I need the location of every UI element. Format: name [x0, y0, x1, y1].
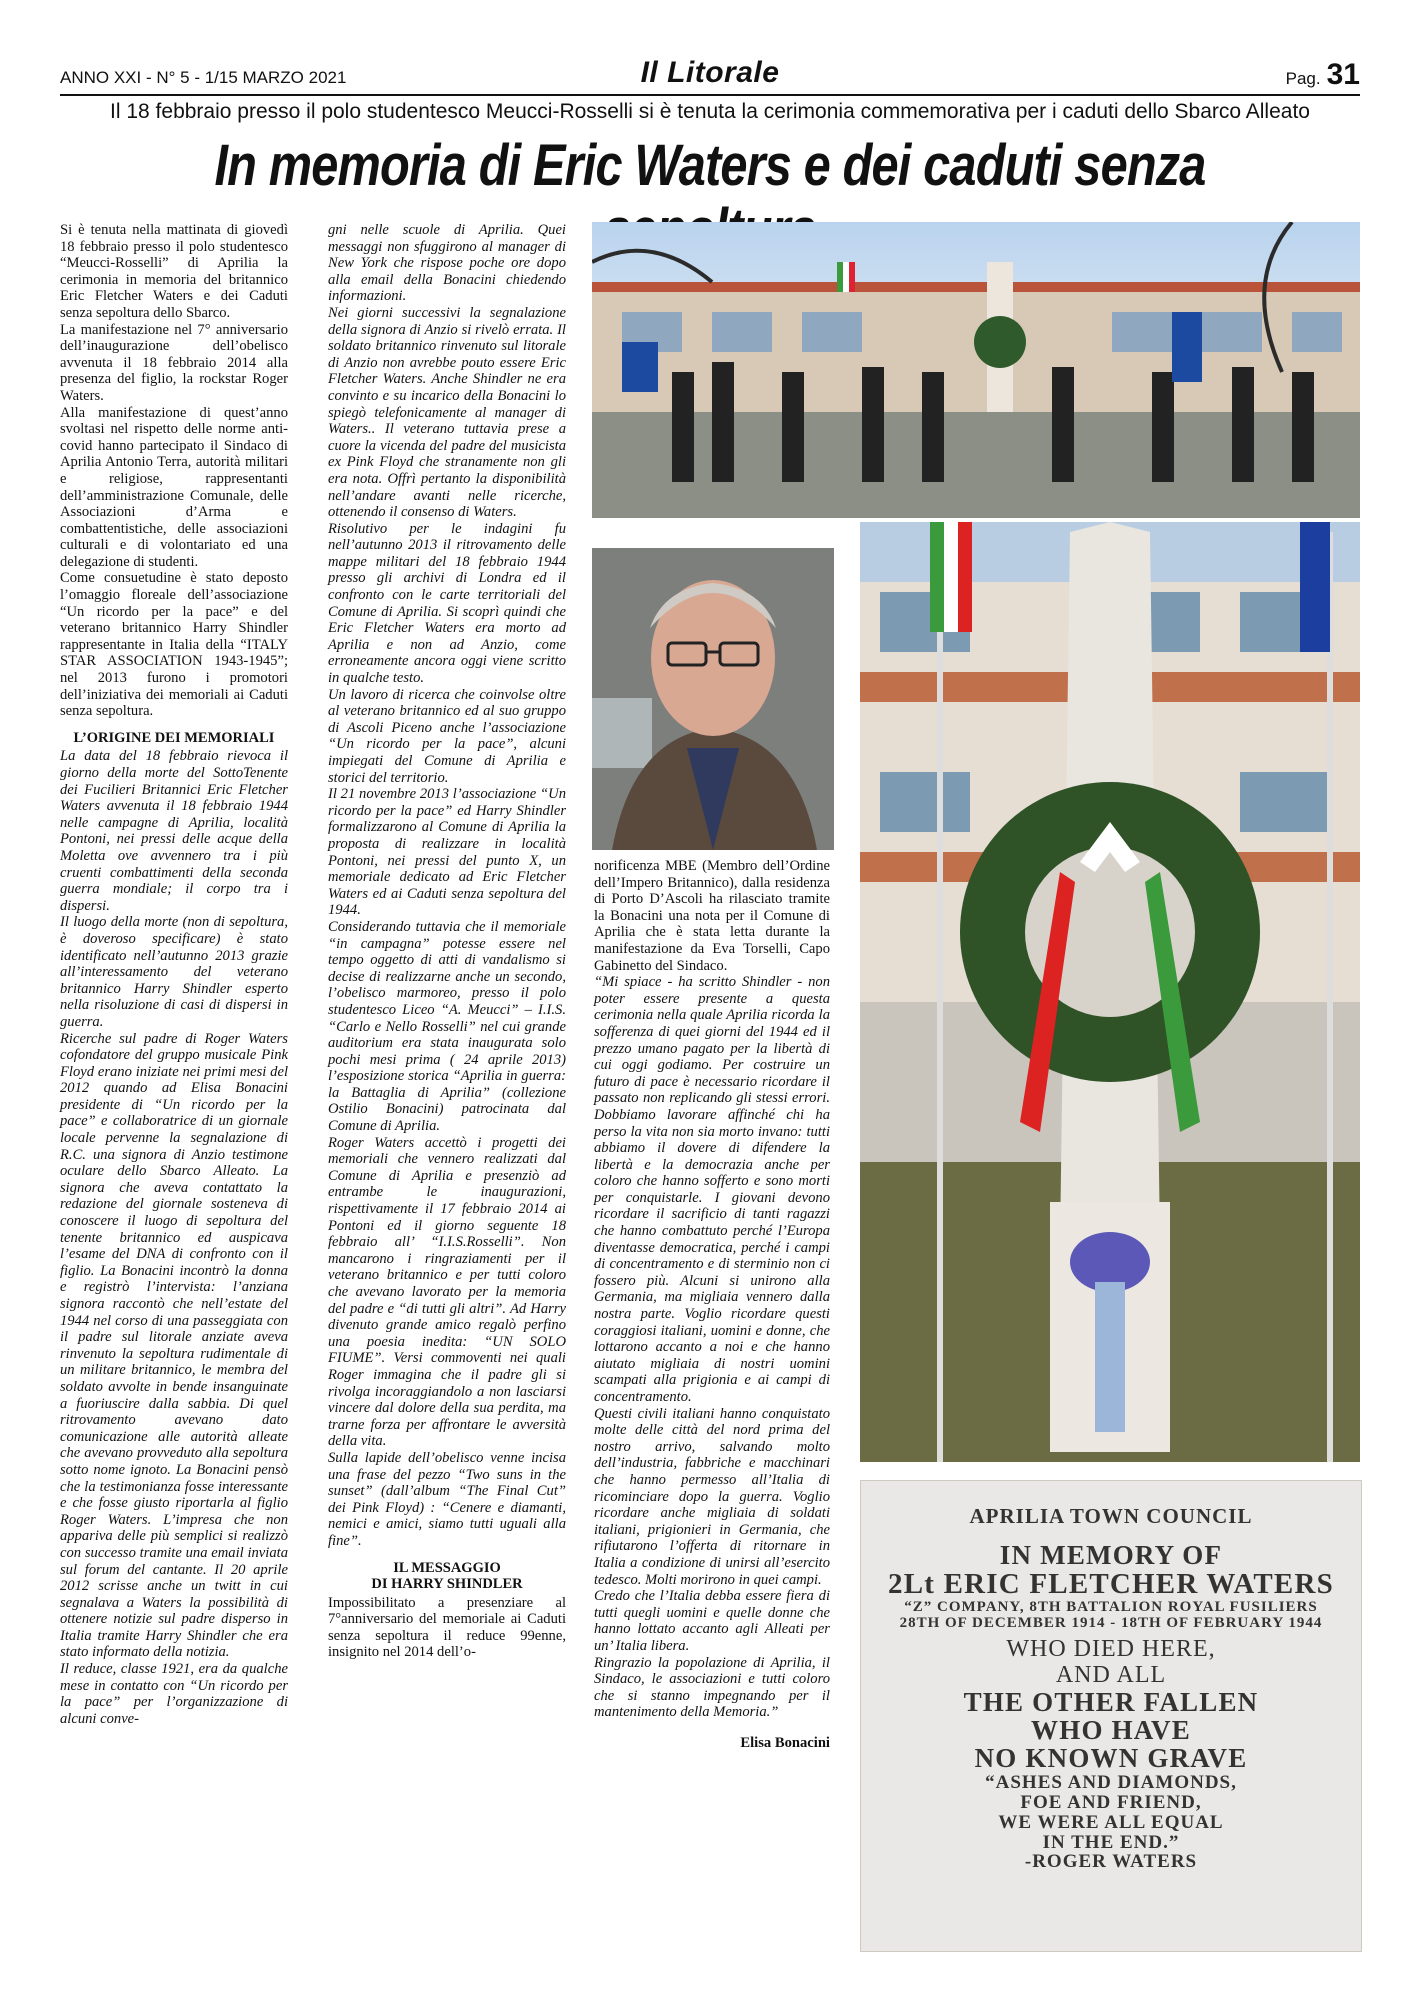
header-rule [60, 94, 1360, 96]
paragraph: norificenza MBE (Membro dell’Ordine dell’Impero Britannico), dalla residenza di Porto D’Ascoli ha rilasciato tramite la Bonacini una nota per il Comune di Aprilia che è stata letta durante la manifestazione da Eva Torselli, Capo Gabinetto del Sindaco. [594, 858, 830, 974]
article-column-1 [60, 222, 288, 1727]
ceremony-photo-image [592, 222, 1360, 518]
paragraph: La manifestazione nel 7° anniversario dell’inaugurazione dell’obelisco avvenuta il 18 febbraio 2014 alla presenza del figlio, la rockstar Roger Waters. [60, 321, 288, 404]
paragraph: Considerando tuttavia che il memoriale “in campagna” potesse essere nel tempo oggetto di atti di vandalismo si decise di realizzarne anche un secondo, l’obelisco marmoreo, presso il polo studentesco Liceo “A. Meucci” – I.I.S. “Carlo e Nello Rosselli” nel cui grande auditorium era stata inaugurata solo pochi mesi prima ( 24 aprile 2013) l’esposizione storica “Aprilia in guerra: la Battaglia di Aprilia” (collezione Ostilio Bonacini) patrocinata dal Comune di Aprilia. [328, 918, 566, 1135]
page-label: Pag. [1285, 69, 1321, 88]
plaque-line: AND ALL [1055, 1661, 1167, 1688]
paragraph: Questi civili italiani hanno conquistato molte delle città del nord prima del nostro arrivo, salvando molto dell’industria, fabbriche e macchinari che hanno permesso all’Italia di ricominciare dopo la guerra. Voglio ricordare anche migliaia di soldati italiani, prigionieri in Germania, che rifiutarono l’offerta di ritornare in Italia a condizione di unirsi all’esercito tedesco. Molti morirono in quei campi. [594, 1405, 830, 1588]
portrait-photo-image [592, 548, 834, 850]
wreath-photo [860, 522, 1360, 1462]
paragraph: Come consuetudine è stato deposto l’omaggio floreale dell’associazione “Un ricordo per la pace” e del veterano britannico Harry Shindler rappresentante in Italia della “ITALY STAR ASSOCIATION 1943-1945”; nel 2013 furono i promotori dell’iniziativa dei memoriali ai Caduti senza sepoltura. [60, 570, 288, 720]
section-heading: L’ORIGINE DEI MEMORIALI [73, 729, 275, 746]
kicker: Il 18 febbraio presso il polo studentesco Meucci-Rosselli si è tenuta la cerimonia commemorativa per i caduti dello Sbarco Alleato [110, 100, 1310, 123]
plaque-line: WHO HAVE [1031, 1715, 1191, 1746]
section-heading: IL MESSAGGIO [393, 1559, 501, 1576]
memorial-plaque-photo [860, 1480, 1362, 1952]
author-signature: Elisa Bonacini [740, 1734, 830, 1751]
issue-info: ANNO XXI - N° 5 - 1/15 MARZO 2021 [60, 68, 347, 87]
article-column-2 [328, 222, 566, 1661]
masthead: Il Litorale [640, 56, 780, 89]
plaque-line: 2Lt ERIC FLETCHER WATERS [888, 1568, 1334, 1601]
paragraph: Ricerche sul padre di Roger Waters cofondatore del gruppo musicale Pink Floyd erano iniziate nei primi mesi del 2012 quando ad Elisa Bonacini presidente di “Un ricordo per la pace” e collaboratrice di un giornale locale pervenne la segnalazione di R.C. una signora di Anzio testimone oculare dello Sbarco Alleato. La signora che aveva contattato la redazione del giornale sosteneva di conoscere il luogo di sepoltura del tenente britannico ed auspicava l’esame del DNA di confronto con il figlio. La Bonacini incontrò la donna e registrò l’intervista: l’anziana signora raccontò che nell’estate del 1944 nel corso di una passeggiata con il padre sul litorale anziate aveva rinvenuto la sepoltura rudimentale di un militare britannico, le membra del soldato avvolte in bende insanguinate a fuoriuscire dalla sabbia. Di quel ritrovamento avevano dato comunicazione alle autorità alleate che avevano provveduto alla sepoltura sotto nome ignoto. La Bonacini pensò che la testimonianza fosse interessante e che fosse giusto riportarla al figlio Roger Waters. L’impresa che non appariva delle più semplici si realizzò con successo tramite una email inviata sul forum del cantante. Il 20 aprile 2012 scrisse anche un twitt in cui segnalava a Waters la possibilità di ottenere notizie sul padre disperso in Italia tramite Harry Shindler che era stato informato della notizia. [60, 1030, 288, 1661]
paragraph: Ringrazio la popolazione di Aprilia, il Sindaco, le associazioni e tutti coloro che si stanno impegnando per il mantenimento della Memoria.” [594, 1654, 830, 1721]
page-title: In memoria di Eric Waters e dei caduti senza [214, 133, 1206, 198]
section-heading: DI HARRY SHINDLER [371, 1576, 523, 1593]
paragraph: “Mi spiace - ha scritto Shindler - non poter essere presente a questa cerimonia nella quale Aprilia ricorda la sofferenza di quei giorni del 1944 ed il prezzo umano pagato per la libertà di cui oggi godiamo. Per costruire un futuro di pace è necessario ricordare il passato non replicando gli stessi errori. Dobbiamo lavorare affinché chi ha perso la vita non sia morto invano: tutti abbiamo il dovere di difendere la libertà e la democrazia anche per coloro che hanno sofferto e sono morti per conquistarle. I giovani devono ricordare il sacrificio di tanti ragazzi che hanno combattuto perché l’Europa diventasse democratica, perché i campi di concentramento e di sterminio non ci fossero più. Alcuni si unirono alla Germania, ma migliaia vennero dalla nostra parte. Voglio ricordare questi coraggiosi italiani, uomini e donne, che lottarono accanto a noi e che hanno aiutato migliaia di nostri uomini scampati alla prigionia e ai campi di concentramento. [594, 974, 830, 1405]
page-number [1286, 58, 1360, 92]
page-number-value: 31 [1326, 58, 1360, 91]
paragraph: Roger Waters accettò i progetti dei memoriali che vennero realizzati dal Comune di Aprilia e presenziò ad entrambe le inaugurazioni, rispettivamente il 17 febbraio 2014 ai Pontoni ed il giorno seguente 18 febbraio all’ “I.I.S.Rosselli”. Non mancarono i ringraziamenti per il veterano britannico e per tutti coloro che avevano lavorato per la memoria del padre e “di tutti gli altri”. Ad Harry divenuto grande amico regalò perfino una poesia inedita: “UN SOLO FIUME”. Versi commoventi nei quali Roger immagina che il padre gli si rivolga incoraggiandolo a non lasciarsi vincere dal dolore della sua perdita, ma trarne forza per affrontare le avversità della vita. [328, 1134, 566, 1450]
paragraph: Si è tenuta nella mattinata di giovedì 18 febbraio presso il polo studentesco “Meucci-Rosselli” di Aprilia la cerimonia in memoria del britannico Eric Fletcher Waters e dei Caduti senza sepoltura dello Sbarco. [60, 222, 288, 321]
plaque-quote-line: -ROGER WATERS [1024, 1851, 1198, 1873]
paragraph: Credo che l’Italia debba essere fiera di tutti quegli uomini e quelle donne che hanno lottato accanto agli Alleati per un’ Italia libera. [594, 1588, 830, 1654]
paragraph: Alla manifestazione di quest’anno svoltasi nel rispetto delle norme anti-covid hanno partecipato il Sindaco di Aprilia Antonio Terra, autorità militari e religiose, rappresentanti dell’amministrazione Comunale, delle Associazioni d’Arma e combattentistiche, delle associazioni culturali e di volontariato ed una delegazione di studenti. [60, 404, 288, 570]
plaque-line: “Z” COMPANY, 8TH BATTALION ROYAL FUSILIERS [904, 1598, 1318, 1615]
plaque-quote-line: IN THE END.” [1042, 1831, 1180, 1853]
paragraph: Il luogo della morte (non di sepoltura, è doveroso specificare) è stato identificato nell’autunno 2013 grazie all’interessamento del veterano britannico Harry Shindler esperto nella risoluzione di casi di dispersi in guerra. [60, 914, 288, 1030]
plaque-quote-line: WE WERE ALL EQUAL [998, 1811, 1224, 1833]
plaque-line: THE OTHER FALLEN [963, 1686, 1259, 1717]
plaque-quote-line: FOE AND FRIEND, [1020, 1791, 1202, 1813]
paragraph: Impossibilitato a presenziare al 7°anniversario del memoriale ai Caduti senza sepoltura il reduce 99enne, insignito nel 2014 dell’o- [328, 1594, 566, 1661]
paragraph: Un lavoro di ricerca che coinvolse oltre al veterano britannico ed al suo gruppo di Ascoli Piceno anche l’associazione “Un ricordo per la pace”, alcuni impiegati del Comune di Aprilia e storici del territorio. [328, 686, 566, 786]
plaque-line: IN MEMORY OF [999, 1540, 1223, 1571]
paragraph: Nei giorni successivi la segnalazione della signora di Anzio si rivelò errata. Il soldato britannico rinvenuto sul litorale di Anzio non avrebbe pouto essere Eric Fletcher Waters. Anche Shindler ne era convinto e su incarico della Bonacini lo spiegò telefonicamente al manager di Waters.. Il veterano tuttavia prese a cuore la vicenda del padre del musicista ex Pink Floyd che stranamente non gli era nota. Offrì pertanto la disponibilità nell’andare avanti nelle ricerche, ottenendo il consenso di Waters. [328, 304, 566, 521]
plaque-council: APRILIA TOWN COUNCIL [969, 1504, 1253, 1528]
plaque-line: WHO DIED HERE, [1006, 1636, 1216, 1663]
plaque-line: NO KNOWN GRAVE [974, 1743, 1248, 1774]
paragraph: La data del 18 febbraio rievoca il giorno della morte del SottoTenente dei Fucilieri Britannici Eric Fletcher Waters avvenuta il 18 febbraio 1944 nelle campagne di Aprilia, località Pontoni, nei pressi delle acque della Moletta ove avvennero tra i più cruenti combattimenti della seconda guerra mondiale; il corpo tra i dispersi. [60, 748, 288, 914]
ceremony-photo [592, 222, 1360, 518]
paragraph: Risolutivo per le indagini fu nell’autunno 2013 il ritrovamento delle mappe militari del 18 febbraio 1944 presso gli archivi di Londra ed il confronto con le carte territoriali del Comune di Aprilia. Si scoprì quindi che Eric Fletcher Waters era morto ad Aprilia e non ad Anzio, come erroneamente ancora oggi viene scritto in qualche testo. [328, 520, 566, 687]
paragraph: Il 21 novembre 2013 l’associazione “Un ricordo per la pace” ed Harry Shindler formalizzarono al Comune di Aprilia la proposta di realizzare in località Pontoni, nei pressi del punto X, un memoriale dedicato ad Eric Fletcher Waters ed ai Caduti senza sepoltura del 1944. [328, 786, 566, 919]
wreath-photo-image [860, 522, 1360, 1462]
plaque-line: 28TH OF DECEMBER 1914 - 18TH OF FEBRUARY 1944 [899, 1614, 1323, 1631]
portrait-photo [592, 548, 834, 850]
paragraph: Il reduce, classe 1921, era da qualche mese in contatto con “Un ricordo per la pace” per l’organizzazione di alcuni conve- [60, 1661, 288, 1727]
paragraph: Sulla lapide dell’obelisco venne incisa una frase del pezzo “Two suns in the sunset” (dall’album “The Final Cut” dei Pink Floyd) : “Cenere e diamanti, nemici e amici, siamo tutti uguali alla fine”. [328, 1449, 566, 1549]
plaque-quote-line: “ASHES AND DIAMONDS, [985, 1771, 1237, 1793]
article-column-3 [594, 858, 830, 1751]
paragraph: gni nelle scuole di Aprilia. Quei messaggi non sfuggirono al manager di New York che rispose poche ore dopo alla email della Bonacini chiedendo informazioni. [328, 222, 566, 305]
